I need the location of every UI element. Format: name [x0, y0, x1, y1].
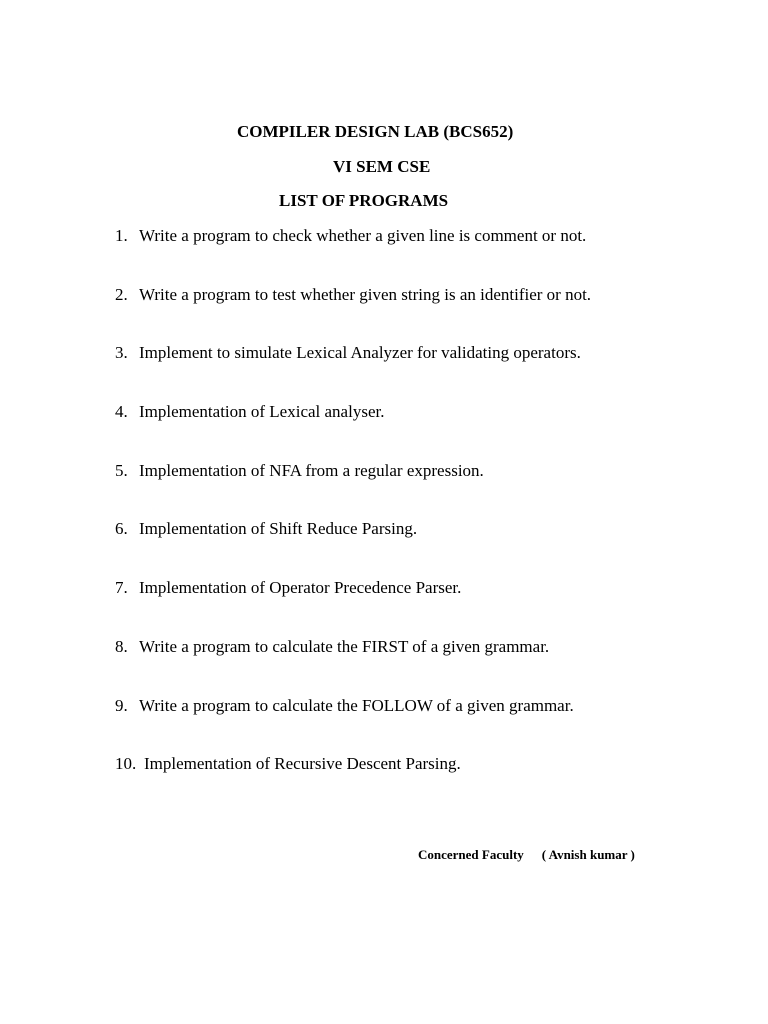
program-number: 5.	[115, 460, 128, 480]
faculty-name: ( Avnish kumar )	[541, 847, 635, 862]
program-number: 10.	[115, 754, 137, 774]
program-text: Write a program to check whether a given line is comment or not.	[139, 226, 587, 245]
program-text: Implement to simulate Lexical Analyzer for validating operators.	[139, 343, 581, 363]
program-item-4	[115, 402, 715, 461]
program-number: 9.	[115, 695, 128, 715]
program-text: Write a program to calculate the FIRST of a given grammar.	[139, 636, 550, 656]
program-item-8	[115, 637, 715, 696]
program-item-1	[115, 226, 715, 285]
list-title: LIST OF PROGRAMS	[279, 191, 449, 210]
program-item-6	[115, 519, 715, 578]
program-number: 1.	[115, 226, 128, 245]
signature-label: Concerned Faculty	[418, 847, 524, 862]
signature-block	[418, 847, 635, 863]
page-title: COMPILER DESIGN LAB (BCS652)	[237, 122, 514, 141]
program-text: Implementation of NFA from a regular expression.	[139, 460, 484, 480]
program-text: Implementation of Recursive Descent Parsing.	[144, 754, 461, 774]
semester-heading: VI SEM CSE	[333, 157, 431, 176]
program-item-5	[115, 461, 715, 520]
program-text: Write a program to calculate the FOLLOW of a given grammar.	[139, 695, 574, 715]
program-text: Implementation of Lexical analyser.	[139, 402, 385, 422]
program-text: Write a program to test whether given string is an identifier or not.	[139, 284, 592, 304]
program-list	[115, 226, 715, 813]
program-text: Implementation of Shift Reduce Parsing.	[139, 519, 418, 539]
program-number: 4.	[115, 402, 128, 422]
program-item-9	[115, 696, 715, 755]
program-item-2	[115, 285, 715, 344]
program-number: 6.	[115, 519, 128, 539]
program-number: 7.	[115, 578, 128, 598]
program-item-10	[115, 754, 715, 813]
program-number: 3.	[115, 343, 128, 363]
program-number: 8.	[115, 636, 128, 656]
program-item-7	[115, 578, 715, 637]
program-text: Implementation of Operator Precedence Parser.	[139, 578, 462, 598]
program-item-3	[115, 343, 715, 402]
program-number: 2.	[115, 284, 128, 304]
